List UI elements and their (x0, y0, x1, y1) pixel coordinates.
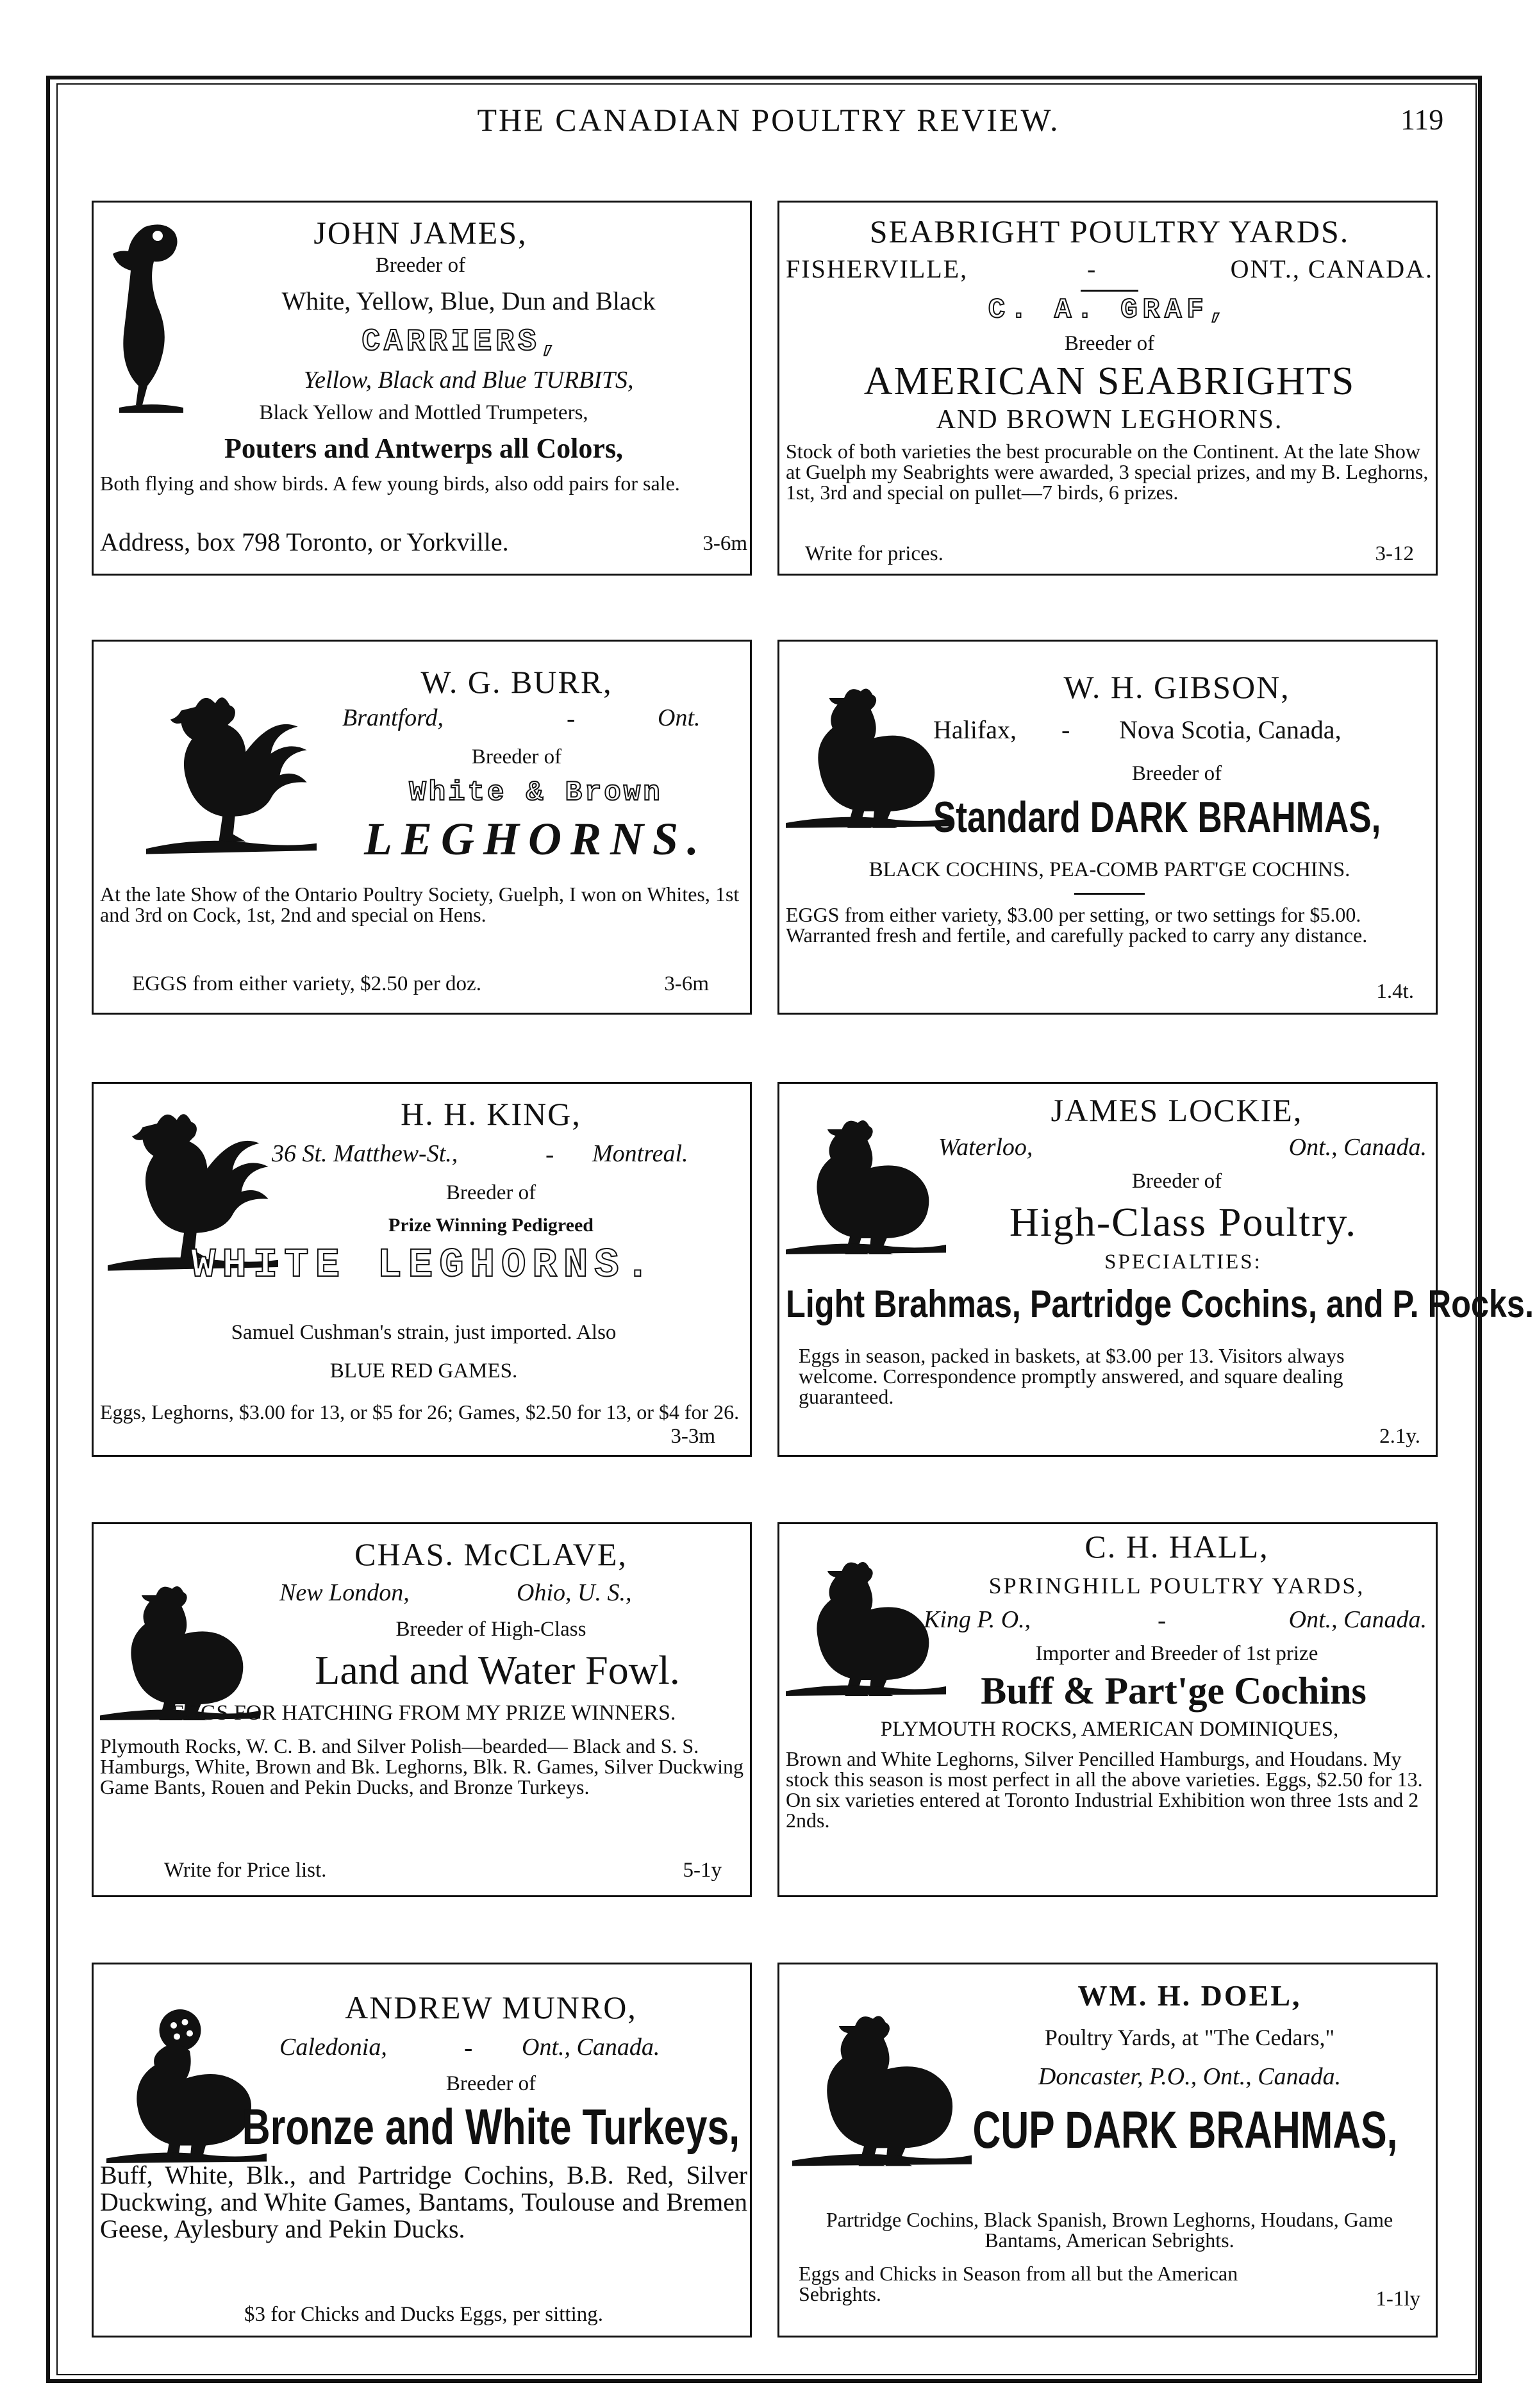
headline: WHITE LEGHORNS. (190, 1243, 657, 1289)
breeder-of: Breeder of (471, 745, 562, 768)
ad-wm-h-doel (777, 1963, 1438, 2337)
carriers-headline: CARRIERS, (361, 325, 563, 360)
varieties: White & Brown (409, 777, 663, 809)
yards-name: SPRINGHILL POULTRY YARDS, (988, 1573, 1365, 1598)
city: Montreal. (592, 1140, 688, 1167)
ad-body: EGGS from either variety, $3.00 per setting, or two settings for $5.00. Warranted fresh and fertile, and carefully packed to carry any distance. (786, 903, 1368, 947)
ad-body: Partridge Cochins, Black Spanish, Brown Leghorns, Houdans, Game Bantams, American Sebrights. (826, 2208, 1393, 2252)
eggs-price: EGGS from either variety, $2.50 per doz. (132, 972, 481, 995)
ad-seabright-poultry-yards (777, 201, 1438, 576)
dash: - (1158, 1606, 1167, 1634)
prize-winning-line: Prize Winning Pedigreed (388, 1215, 594, 1236)
dash: - (567, 704, 576, 733)
importer-line: Importer and Breeder of 1st prize (1035, 1642, 1318, 1665)
page-number: 119 (1400, 103, 1444, 136)
headline: Buff & Part'ge Cochins (981, 1670, 1367, 1712)
ad-body: At the late Show of the Ontario Poultry Society, Guelph, I won on Whites, 1st and 3rd on Cock, 1st, 2nd and special on Hens. (100, 883, 740, 926)
ad-code: 3-12 (1375, 542, 1414, 565)
subline: BLACK COCHINS, PEA-COMB PART'GE COCHINS. (868, 858, 1350, 881)
headline: AMERICAN SEABRIGHTS (863, 360, 1356, 403)
breeder-of: Breeder of (1131, 1170, 1222, 1193)
ad-code: 3-6m (664, 972, 709, 995)
carrier-pigeon-icon (113, 220, 190, 413)
ad-body: Brown and White Leghorns, Silver Pencilled Hamburgs, and Houdans. My stock this season is most perfect in all the above varieties. Eggs, $2.50 for 13. On six varieties entered at Toronto Industrial Exhibition won three 1sts and 2 2nds. (786, 1747, 1423, 1832)
subline: AND BROWN LEGHORNS. (936, 405, 1283, 435)
town: New London, (279, 1579, 410, 1606)
dash: - (545, 1140, 554, 1168)
rule (1074, 893, 1145, 895)
dash: - (1061, 715, 1070, 744)
ad-andrew-munro (92, 1963, 752, 2337)
specialties-line: Light Brahmas, Partridge Cochins, and P. Rocks. (786, 1283, 1534, 1325)
specialties-label: SPECIALTIES: (1104, 1250, 1262, 1274)
advertiser-name: WM. H. DOEL, (1077, 1979, 1302, 2012)
headline: CUP DARK BRAHMAS, (972, 2101, 1398, 2159)
yards-name: Poultry Yards, at "The Cedars," (1044, 2025, 1335, 2050)
headline: High-Class Poultry. (1009, 1199, 1358, 1245)
town: Doncaster, P.O., Ont., Canada. (1038, 2063, 1342, 2090)
trumpeters-line: Black Yellow and Mottled Trumpeters, (259, 401, 588, 424)
region: Nova Scotia, Canada, (1119, 715, 1342, 744)
ad-code: 3-6m (702, 532, 747, 555)
ad-code: 1.4t. (1376, 980, 1414, 1003)
business-name: SEABRIGHT POULTRY YARDS. (869, 213, 1350, 249)
street-address: 36 St. Matthew-St., (272, 1140, 458, 1167)
ad-wg-burr (92, 640, 752, 1015)
strain-line: Samuel Cushman's strain, just imported. Also (231, 1321, 617, 1344)
ad-body: Stock of both varieties the best procurable on the Continent. At the late Show at Guelph my Seabrights were awarded, 3 special prizes, and my B. Leghorns, 1st, 3rd and special on pullet—7 birds, 6 prizes. (786, 440, 1429, 504)
headline: Bronze and White Turkeys, (242, 2098, 740, 2155)
eggs-price: $3 for Chicks and Ducks Eggs, per sitting. (244, 2303, 604, 2326)
headline: Land and Water Fowl. (315, 1647, 680, 1693)
breeder-of: Breeder of (1131, 762, 1222, 785)
ad-body: Buff, White, Blk., and Partridge Cochins, B.B. Red, Silver Duckwing, and White Games, Bantams, Toulouse and Bremen Geese, Aylesbury and Pekin Ducks. (100, 2161, 747, 2243)
region: Ont., Canada. (522, 2034, 660, 2061)
region: Ont., Canada. (1288, 1134, 1427, 1161)
town: Halifax, (933, 715, 1017, 744)
subline: EGGS FOR HATCHING FROM MY PRIZE WINNERS. (171, 1701, 676, 1725)
ad-body: Both flying and show birds. A few young birds, also odd pairs for sale. (100, 472, 680, 495)
address-line: Address, box 798 Toronto, or Yorkville. (100, 527, 509, 556)
rooster-icon (138, 680, 324, 859)
breeder-of: Breeder of (445, 2072, 536, 2095)
write-for-price-list: Write for Price list. (164, 1859, 327, 1882)
turbits-line: Yellow, Black and Blue TURBITS, (303, 367, 634, 394)
owner-name: C. A. GRAF, (988, 294, 1231, 326)
advertiser-name: CHAS. McCLAVE, (354, 1536, 627, 1572)
eggs-line: Eggs and Chicks in Season from all but the American Sebrights. (799, 2262, 1238, 2305)
write-for-prices: Write for prices. (805, 542, 943, 565)
advertiser-name: H. H. KING, (401, 1096, 581, 1132)
advertiser-name: ANDREW MUNRO, (345, 1989, 637, 2025)
town: FISHERVILLE, (786, 254, 968, 283)
town: Caledonia, (279, 2034, 387, 2061)
breeder-of: Breeder of (445, 1181, 536, 1204)
games-line: BLUE RED GAMES. (329, 1359, 518, 1383)
hen-icon (786, 1094, 946, 1261)
town: Waterloo, (938, 1134, 1033, 1161)
region: Ont. (658, 704, 701, 731)
advertiser-name: JOHN JAMES, (313, 215, 528, 251)
breeder-of: Breeder of (375, 254, 466, 277)
breeder-of: Breeder of High-Class (395, 1618, 586, 1641)
journal-title: THE CANADIAN POULTRY REVIEW. (477, 102, 1060, 138)
ad-code: 1-1ly (1375, 2288, 1420, 2311)
advertiser-name: JAMES LOCKIE, (1051, 1092, 1303, 1128)
carrier-colors: White, Yellow, Blue, Dun and Black (281, 286, 656, 315)
ad-code: 5-1y (683, 1859, 722, 1882)
eggs-price: Eggs, Leghorns, $3.00 for 13, or $5 for 26; Games, $2.50 for 13, or $4 for 26. (100, 1400, 740, 1424)
dash: - (1087, 254, 1096, 283)
ad-ch-hall (777, 1522, 1438, 1897)
breeder-of: Breeder of (1064, 332, 1155, 355)
headline: Standard DARK BRAHMAS, (933, 793, 1381, 842)
region: Ont., Canada. (1288, 1606, 1427, 1633)
headline: LEGHORNS. (363, 813, 708, 865)
ad-john-james (92, 201, 752, 576)
ad-wh-gibson (777, 640, 1438, 1015)
subline: PLYMOUTH ROCKS, AMERICAN DOMINIQUES, (880, 1718, 1339, 1741)
hen-icon (786, 665, 952, 831)
ad-hh-king (92, 1082, 752, 1457)
hen-icon (792, 1990, 972, 2170)
ad-code: 2.1y. (1379, 1425, 1420, 1448)
advertiser-name: W. G. BURR, (420, 664, 613, 700)
dash: - (464, 2033, 473, 2062)
ad-code: 3-3m (670, 1425, 715, 1448)
ad-body: Plymouth Rocks, W. C. B. and Silver Polish—bearded— Black and S. S. Hamburgs, White, Brown and Bk. Leghorns, Blk. R. Games, Silver Duckwing Game Bants, Rouen and Pekin Ducks, and Bronze Turkeys. (100, 1734, 744, 1798)
town: Brantford, (342, 704, 444, 731)
ad-chas-mcclave (92, 1522, 752, 1897)
region: Ohio, U. S., (517, 1579, 632, 1606)
pouters-line: Pouters and Antwerps all Colors, (224, 433, 624, 464)
town: King P. O., (924, 1606, 1031, 1633)
advertiser-name: C. H. HALL, (1084, 1529, 1269, 1565)
ad-body: Eggs in season, packed in baskets, at $3.00 per 13. Visitors always welcome. Correspondence promptly answered, and square dealing guaranteed. (799, 1344, 1345, 1408)
region: ONT., CANADA. (1230, 254, 1433, 283)
rule (1081, 290, 1138, 292)
ad-james-lockie (777, 1082, 1534, 1457)
advertiser-name: W. H. GIBSON, (1063, 669, 1290, 705)
